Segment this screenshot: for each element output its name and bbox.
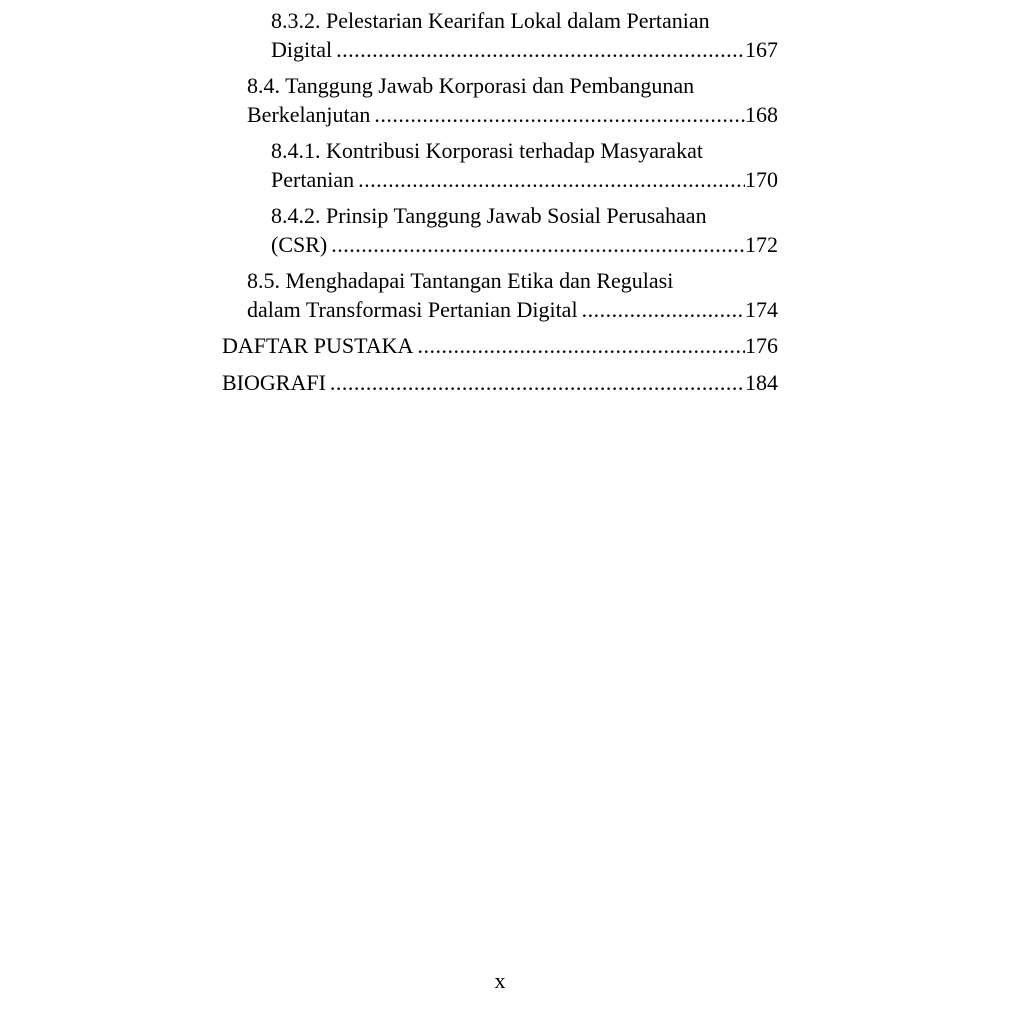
dot-leader [413, 331, 745, 360]
dot-leader [370, 100, 745, 129]
toc-entry-title-cont: Berkelanjutan [247, 102, 371, 127]
toc-entry-title: 8.4.2. Prinsip Tanggung Jawab Sosial Perusahaan [271, 203, 707, 228]
dot-leader [327, 230, 745, 259]
toc-page-number: 170 [745, 167, 778, 192]
dot-leader [332, 35, 745, 64]
dot-leader [354, 165, 745, 194]
toc-entry-title-cont: dalam Transformasi Pertanian Digital [247, 297, 578, 322]
toc-entry-title: BIOGRAFI [222, 370, 326, 395]
toc-entry-8-4[interactable] [222, 71, 778, 129]
toc-page-number: 174 [745, 297, 778, 322]
toc-page-number: 167 [745, 37, 778, 62]
toc-entry-title: DAFTAR PUSTAKA [222, 333, 414, 358]
table-of-contents [222, 6, 778, 405]
toc-page-number: 168 [745, 102, 778, 127]
toc-entry-title: 8.3.2. Pelestarian Kearifan Lokal dalam Pertanian [271, 8, 710, 33]
toc-entry-8-4-2[interactable] [222, 201, 778, 259]
toc-entry-8-5[interactable] [222, 266, 778, 324]
toc-entry-title-cont: Digital [271, 37, 333, 62]
toc-page-number: 172 [745, 232, 778, 257]
toc-entry-biografi[interactable] [222, 368, 778, 397]
toc-entry-8-4-1[interactable] [222, 136, 778, 194]
toc-entry-8-3-2[interactable] [222, 6, 778, 64]
page-number: x [494, 968, 506, 993]
toc-entry-daftar-pustaka[interactable] [222, 331, 778, 360]
dot-leader [326, 368, 745, 397]
dot-leader [578, 295, 745, 324]
toc-entry-title: 8.4. Tanggung Jawab Korporasi dan Pembangunan [247, 73, 695, 98]
toc-page-number: 176 [745, 333, 778, 358]
toc-entry-title: 8.5. Menghadapai Tantangan Etika dan Regulasi [247, 268, 674, 293]
toc-entry-title-cont: (CSR) [271, 232, 328, 257]
toc-entry-title-cont: Pertanian [271, 167, 355, 192]
toc-entry-title: 8.4.1. Kontribusi Korporasi terhadap Masyarakat [271, 138, 703, 163]
toc-page-number: 184 [745, 370, 778, 395]
